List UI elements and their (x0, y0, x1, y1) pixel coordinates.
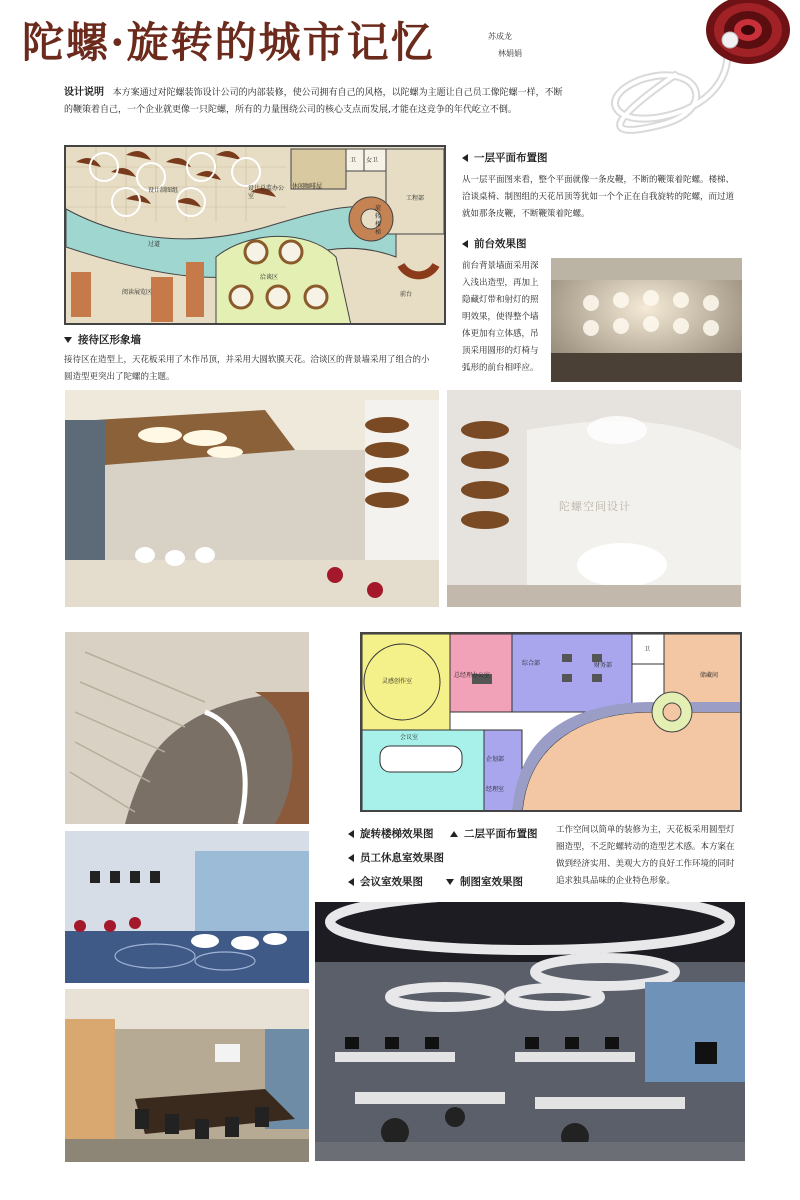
work-space-text: 工作空间以简单的装修为主，天花板采用圆型灯圈造型，不乏陀螺转动的造型艺术感。本方案在做到经济实用、美观大方的良好工作环境的同时追求独具品味的企业特色形象。 (556, 825, 735, 886)
plan1-label-reading: 阅读展览区 (122, 289, 153, 296)
plan1-label-wc-m: 卫 (350, 157, 357, 164)
caption-meeting: 会议室效果图 (348, 874, 423, 889)
plan1-label-corridor: 过道 (148, 241, 161, 248)
caption-drafting: 制图室效果图 (446, 874, 523, 889)
front-desk-text: 前台背景墙面采用深入浅出造型，再加上隐藏灯带和射灯的照明效果，使得整个墙体更加有立体感，吊顶采用圆形的灯椅与弧形的前台相呼应。 (462, 261, 539, 373)
authors (488, 28, 522, 62)
lounge-render (65, 831, 309, 983)
page-title: 陀螺·旋转的城市记忆 (22, 18, 435, 67)
plan2-label-planning: 企划部 (486, 756, 505, 763)
plan2-label-manager: 经理室 (486, 786, 505, 793)
reception-wall-render (447, 390, 741, 607)
plan1-label-cafe: 休闲咖啡屋 (292, 183, 323, 190)
design-description (64, 84, 564, 119)
meeting-room-render (65, 989, 309, 1162)
first-floor-plan (64, 145, 446, 325)
design-description-heading: 设计说明 (64, 87, 104, 98)
plan1-label-reception: 前台 (400, 291, 413, 298)
second-floor-plan (360, 632, 742, 812)
plan1-label-wc-f: 女卫 (366, 157, 379, 164)
plan1-text: 从一层平面图来看，整个平面就像一条皮鞭，不断的鞭策着陀螺。楼梯、洽谈桌椅、制图组的天花吊顶等犹如一个个正在自我旋转的陀螺，而过道就如那条皮鞭，不断鞭策着陀螺。 (462, 175, 735, 219)
plan2-label-inspiration: 灵感创作室 (382, 678, 413, 685)
author-2: 林娟娟 (498, 49, 522, 58)
plan1-label-engineering: 工程部 (406, 195, 425, 202)
caption-plan2: 二层平面布置图 (450, 826, 538, 841)
front-desk-heading: 前台效果图 (462, 236, 527, 251)
reception-wall-text: 接待区在造型上，天花板采用了木作吊顶，并采用大圆软膜天花。洽谈区的背景墙采用了组合的小圆造型更突出了陀螺的主题。 (64, 355, 430, 382)
caption-lounge: 员工休息室效果图 (348, 850, 444, 865)
plan1-label-director-office: 设计总监办公室 (248, 185, 285, 200)
wall-sign: 陀螺空间设计 (559, 500, 631, 513)
plan1-label-design-group: 设计制图组 (148, 187, 179, 194)
plan2-label-wc: 卫 (644, 646, 651, 653)
spiral-stairs-render (65, 632, 309, 824)
design-description-text: 本方案通过对陀螺装饰设计公司的内部装修，使公司拥有自己的风格，以陀螺为主题让自己员工像陀螺一样，不断的鞭策着自己，一个企业就更像一只陀螺，所有的力量围绕公司的核心支点而发展,才能在这竞争的年代屹立不倒。 (64, 88, 563, 115)
drafting-room-render (315, 902, 745, 1161)
spinning-top-illustration (580, 0, 800, 140)
plan1-label-stairs: 旋转楼梯 (375, 205, 382, 236)
plan2-label-storage: 储藏间 (700, 672, 719, 679)
reception-render (65, 390, 439, 607)
plan1-heading: 一层平面布置图 (462, 150, 548, 165)
plan2-label-gm-office: 总经理办公室 (454, 672, 491, 679)
plan2-label-meeting: 会议室 (400, 734, 419, 741)
caption-stairs: 旋转楼梯效果图 (348, 826, 434, 841)
plan1-label-negotiation: 洽谈区 (260, 274, 279, 281)
plan2-label-finance: 财务部 (594, 662, 613, 669)
front-desk-render (551, 258, 742, 382)
plan2-label-general: 综合部 (522, 660, 541, 667)
reception-wall-heading: 接待区形象墙 (64, 332, 141, 347)
author-1: 苏成龙 (488, 32, 512, 41)
